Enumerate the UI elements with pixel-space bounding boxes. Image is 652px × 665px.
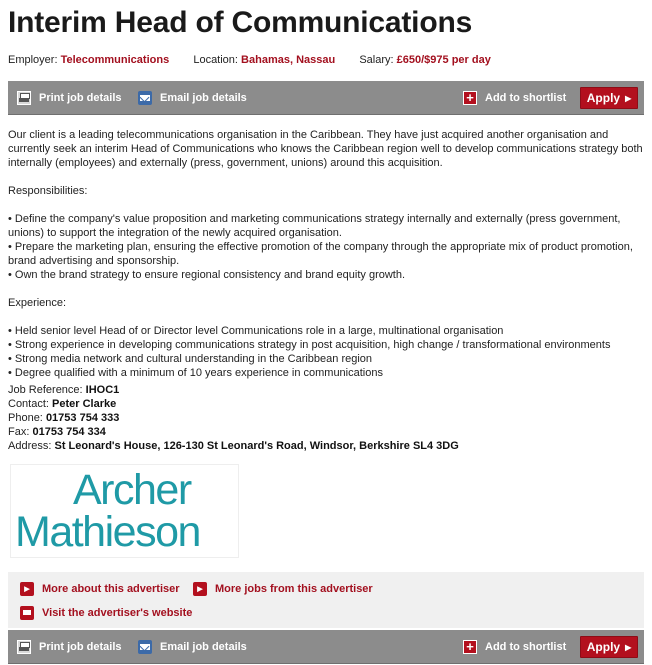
advertiser-links xyxy=(8,572,644,628)
fax-value: 01753 754 334 xyxy=(32,426,106,438)
list-item: • Define the company's value proposition and marketing communications strategy internally and externally (press government, unions) to support the integration of the newly acquired organisation. xyxy=(8,213,621,239)
contact-value: Peter Clarke xyxy=(52,398,117,410)
window-icon xyxy=(20,606,34,620)
job-reference-value: IHOC1 xyxy=(85,384,120,396)
intro-paragraph: Our client is a leading telecommunications organisation in the Caribbean. They have just acquired another organisation and currently seek an interim Head of Communications who knows the Caribbean region well to develop communications strategy both internally (employees) and externally (press, government, unions) around this acquisition. xyxy=(8,129,643,169)
arrow-right-icon: ▶ xyxy=(625,93,632,103)
arrow-right-icon: ▶ xyxy=(20,582,34,596)
list-item: • Held senior level Head of or Director level Communications role in a large, multinational organisation xyxy=(8,325,504,337)
responsibilities-list xyxy=(8,212,644,282)
printer-icon xyxy=(17,91,31,105)
arrow-right-icon: ▶ xyxy=(625,642,632,652)
apply-label: Apply xyxy=(586,91,621,105)
more-about-advertiser-link[interactable] xyxy=(20,582,180,596)
envelope-icon xyxy=(138,91,152,105)
logo-line-2: Mathieson xyxy=(15,508,200,556)
print-job-button[interactable] xyxy=(17,91,122,105)
logo-line-1: Archer xyxy=(73,466,191,514)
more-jobs-advertiser-link[interactable] xyxy=(193,582,373,596)
phone-value: 01753 754 333 xyxy=(45,412,120,424)
job-reference-label: Job Reference: xyxy=(8,384,83,396)
envelope-icon xyxy=(138,640,152,654)
add-to-shortlist-label: Add to shortlist xyxy=(485,92,567,104)
apply-button[interactable] xyxy=(580,87,638,109)
more-about-advertiser-label: More about this advertiser xyxy=(42,583,180,595)
arrow-right-icon: ▶ xyxy=(193,582,207,596)
experience-heading: Experience: xyxy=(8,297,67,309)
address-label: Address: xyxy=(8,440,52,452)
job-toolbar-top xyxy=(8,81,644,115)
location-label: Location: xyxy=(193,54,238,66)
plus-icon: + xyxy=(463,640,477,654)
email-job-button[interactable] xyxy=(138,640,247,654)
advertiser-website-link[interactable] xyxy=(20,606,192,620)
advertiser-website-label: Visit the advertiser's website xyxy=(42,607,193,619)
list-item: • Strong experience in developing communications strategy in post acquisition, high change / transformational environments xyxy=(8,339,611,351)
list-item: • Degree qualified with a minimum of 10 years experience in communications xyxy=(8,367,383,379)
contact-label: Contact: xyxy=(8,398,49,410)
job-toolbar-bottom xyxy=(8,630,644,664)
job-meta xyxy=(8,54,491,66)
phone-label: Phone: xyxy=(8,412,43,424)
list-item: • Own the brand strategy to ensure regional consistency and brand equity growth. xyxy=(8,269,406,281)
print-job-button[interactable] xyxy=(17,640,122,654)
list-item: • Strong media network and cultural understanding in the Caribbean region xyxy=(8,353,373,365)
employer-label: Employer: xyxy=(8,54,58,66)
printer-icon xyxy=(17,640,31,654)
add-to-shortlist-button[interactable] xyxy=(463,640,566,654)
email-job-label: Email job details xyxy=(160,92,247,104)
advertiser-logo[interactable] xyxy=(10,464,239,558)
employer-link[interactable]: Telecommunications xyxy=(60,54,170,66)
apply-button[interactable] xyxy=(580,636,638,658)
job-description xyxy=(8,128,644,394)
salary-label: Salary: xyxy=(359,54,394,66)
print-job-label: Print job details xyxy=(39,92,122,104)
job-contact-details xyxy=(8,383,459,453)
email-job-button[interactable] xyxy=(138,91,247,105)
location-value: Bahamas, Nassau xyxy=(241,54,336,66)
experience-list xyxy=(8,324,644,380)
email-job-label: Email job details xyxy=(160,641,247,653)
more-jobs-advertiser-label: More jobs from this advertiser xyxy=(215,583,373,595)
apply-label: Apply xyxy=(586,640,621,654)
add-to-shortlist-button[interactable] xyxy=(463,91,566,105)
list-item: • Prepare the marketing plan, ensuring the effective promotion of the company through the appropriate mix of product promotion, brand advertising and sponsorship. xyxy=(8,241,633,267)
address-value: St Leonard's House, 126-130 St Leonard's Road, Windsor, Berkshire SL4 3DG xyxy=(54,440,459,452)
print-job-label: Print job details xyxy=(39,641,122,653)
responsibilities-heading: Responsibilities: xyxy=(8,185,88,197)
plus-icon: + xyxy=(463,91,477,105)
add-to-shortlist-label: Add to shortlist xyxy=(485,641,567,653)
page-title: Interim Head of Communications xyxy=(8,6,473,39)
fax-label: Fax: xyxy=(8,426,30,438)
salary-value: £650/$975 per day xyxy=(396,54,491,66)
